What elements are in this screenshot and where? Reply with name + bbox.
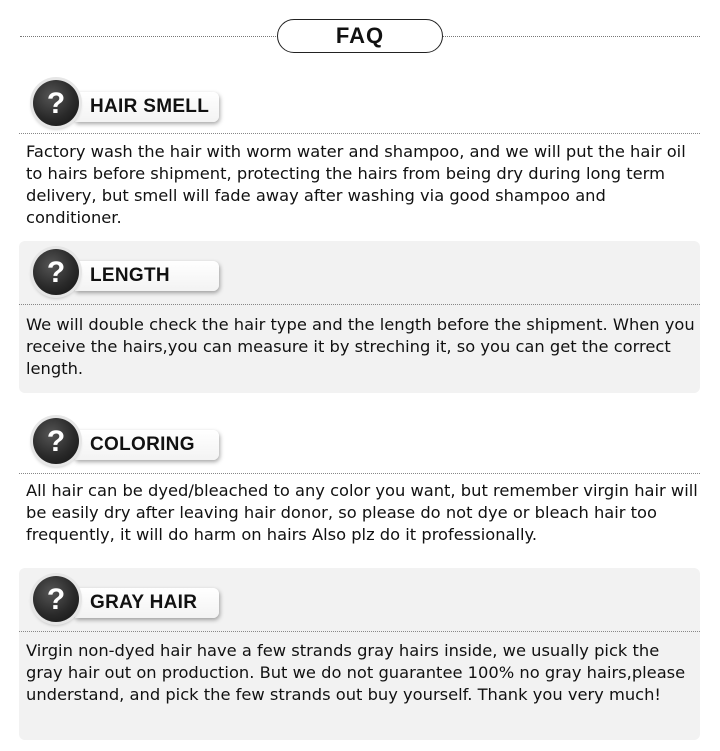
faq-item-gray-hair (19, 568, 700, 740)
section-divider (19, 473, 700, 474)
question-label: HAIR SMELL (90, 96, 210, 117)
faq-question-header (19, 241, 700, 301)
question-tag (75, 92, 219, 122)
faq-item-coloring (19, 410, 700, 555)
faq-item-length (19, 241, 700, 393)
svg-text:?: ? (46, 256, 66, 289)
answer-text: All hair can be dyed/bleached to any color you want, but remember virgin hair will be easily dry after leaving hair donor, so please do not dye or bleach hair too frequently, it will do harm on hairs Also plz do it professionally. (26, 481, 698, 544)
question-tag (75, 261, 219, 291)
faq-title: FAQ (277, 19, 443, 53)
faq-question-header (19, 568, 700, 628)
answer-text: Factory wash the hair with worm water and shampoo, and we will put the hair oil to hairs before shipment, protecting the hairs from being dry during long term delivery, but smell will fade away after washing via good shampoo and conditioner. (26, 142, 686, 227)
question-tag (75, 430, 219, 460)
faq-question-header (19, 72, 700, 132)
section-divider (19, 304, 700, 305)
faq-header (20, 19, 700, 53)
question-label: GRAY HAIR (90, 592, 198, 613)
svg-text:?: ? (46, 87, 66, 120)
question-mark-icon (33, 249, 79, 295)
question-tag (75, 588, 219, 618)
svg-text:?: ? (46, 425, 66, 458)
faq-question-header (19, 410, 700, 470)
question-label: LENGTH (90, 265, 170, 286)
question-mark-icon (33, 80, 79, 126)
svg-text:?: ? (46, 583, 66, 616)
question-mark-icon (33, 418, 79, 464)
answer-text: We will double check the hair type and the length before the shipment. When you receive the hairs,you can measure it by streching it, so you can get the correct length. (26, 315, 695, 378)
question-label: COLORING (90, 434, 195, 455)
faq-item-hair-smell (19, 72, 700, 230)
section-divider (19, 631, 700, 632)
answer-text: Virgin non-dyed hair have a few strands gray hairs inside, we usually pick the gray hair out on production. But we do not guarantee 100% no gray hairs,please understand, and pick the few strands out buy yourself. Thank you very much! (26, 641, 686, 704)
question-mark-icon (33, 576, 79, 622)
section-divider (19, 133, 700, 134)
